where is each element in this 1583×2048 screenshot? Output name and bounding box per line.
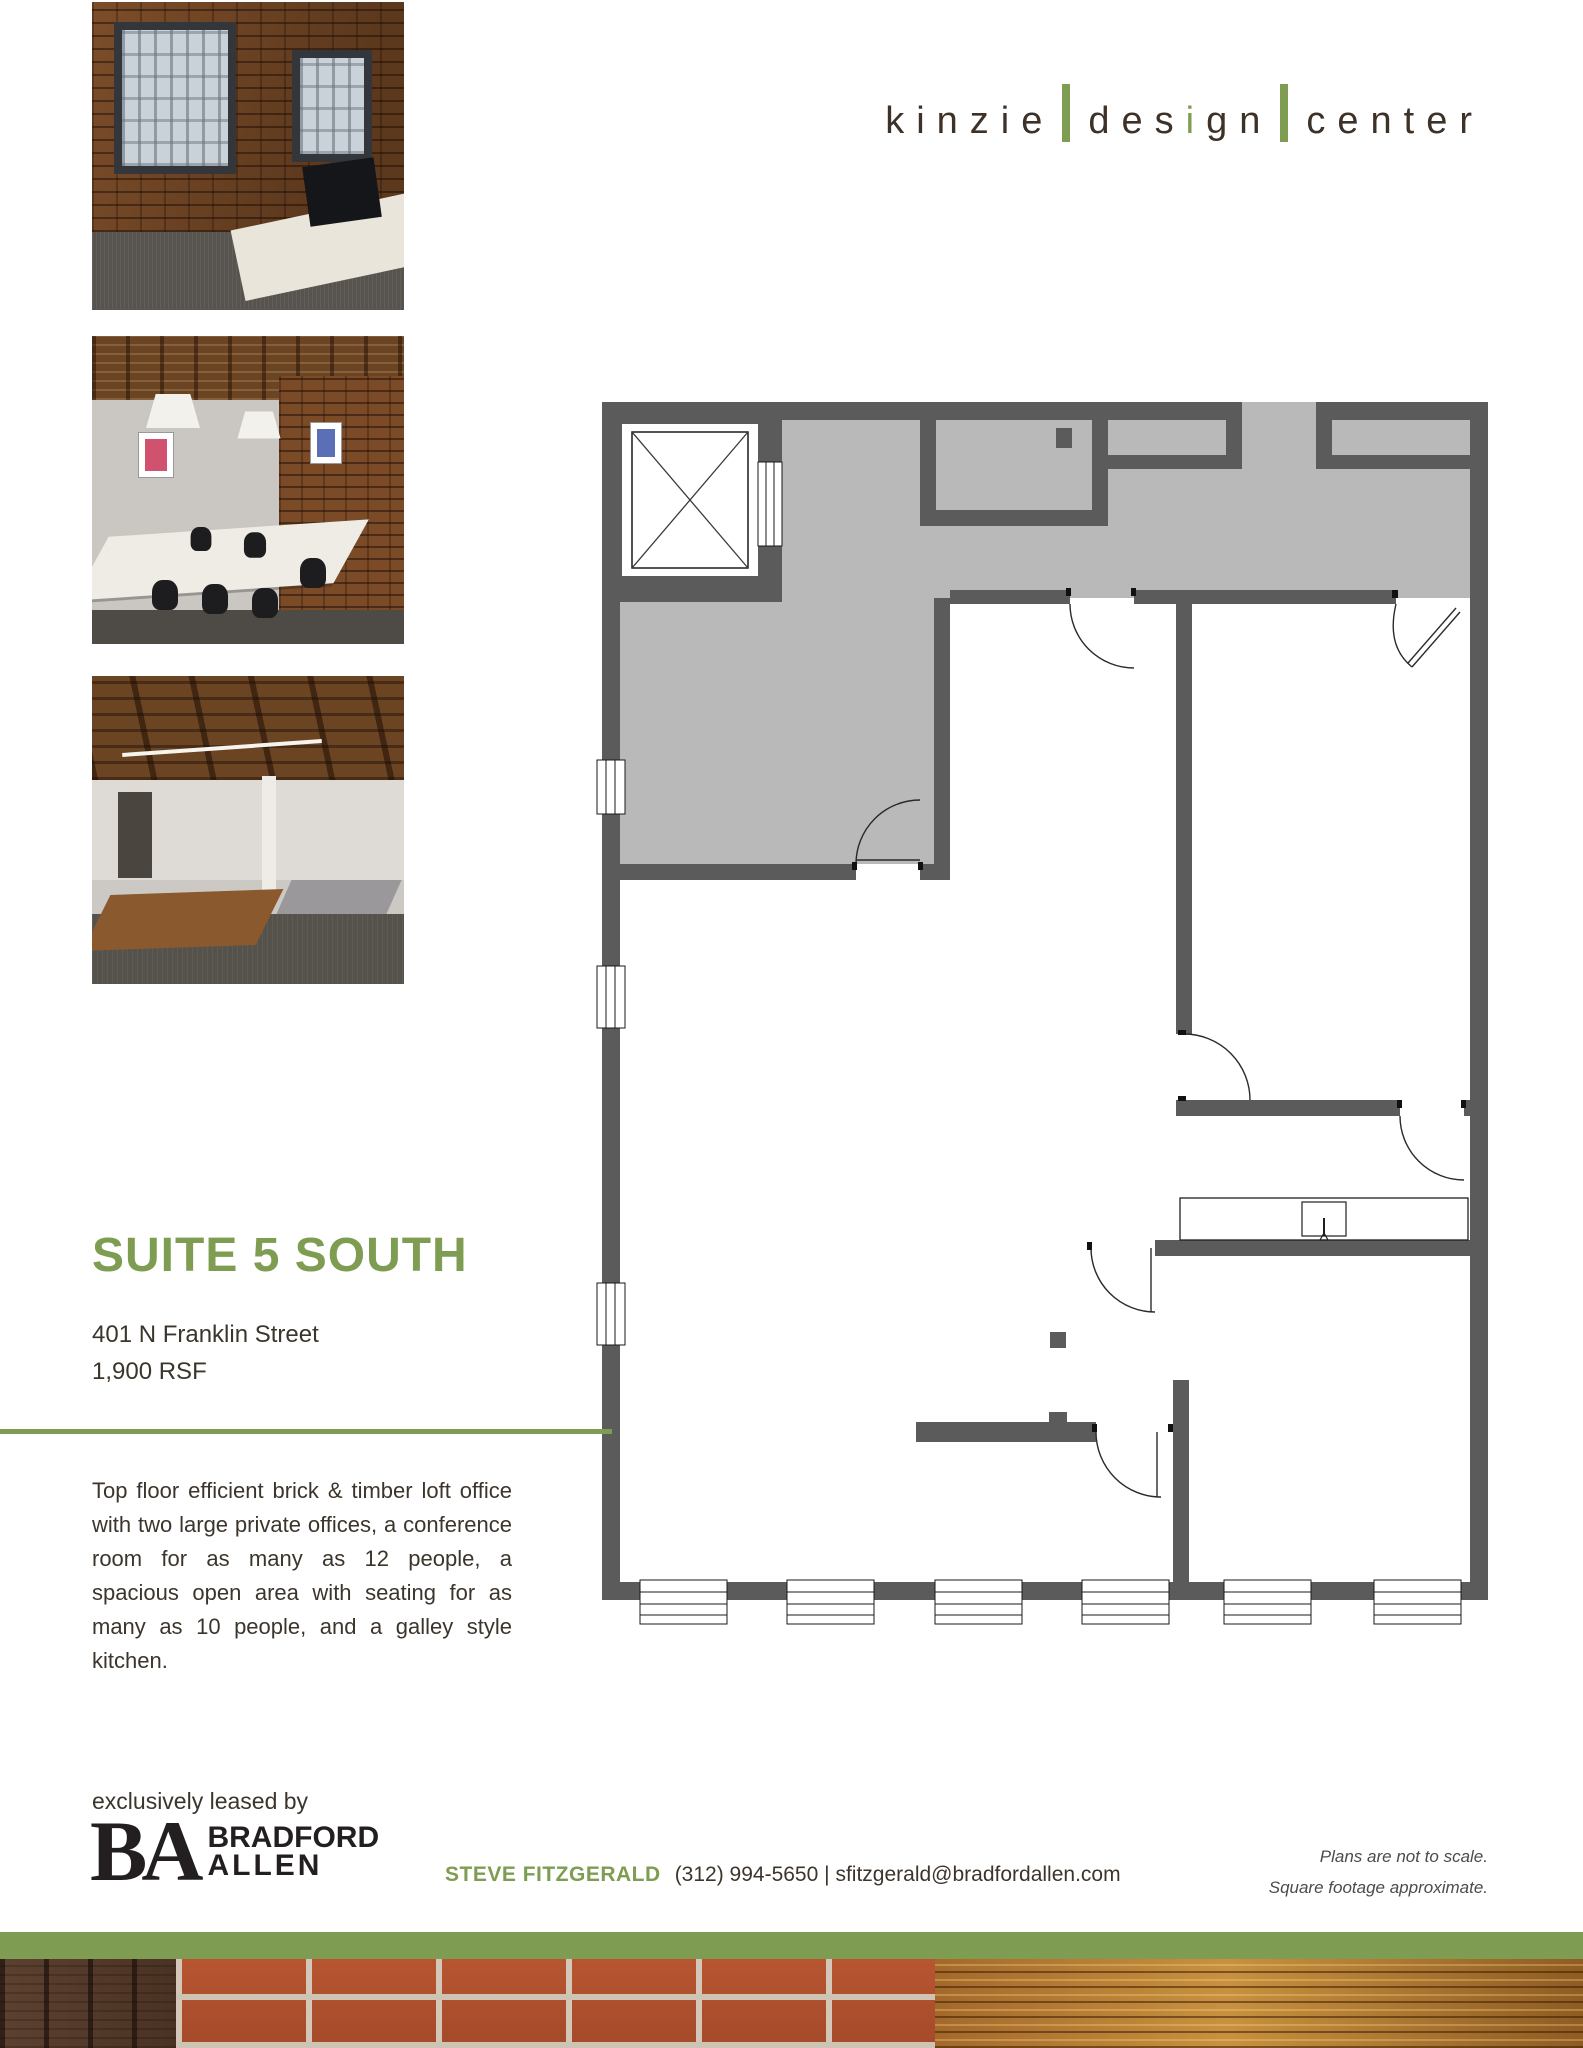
suite-address <box>92 1316 319 1390</box>
disclaimer-line2: Square footage approximate. <box>1268 1878 1488 1897</box>
disclaimer <box>1269 1841 1488 1903</box>
address-line: 401 N Franklin Street <box>92 1321 319 1348</box>
kitchen-counter <box>1180 1198 1468 1240</box>
photo-brick-office <box>92 2 404 310</box>
window-icon <box>1224 1580 1311 1624</box>
window-small <box>292 50 372 162</box>
photo-conference-room <box>92 336 404 644</box>
door-arc <box>1092 1424 1173 1497</box>
brick-wall-texture <box>279 376 404 644</box>
agent-phone: (312) 994-5650 <box>674 1863 819 1886</box>
agent-email: sfitzgerald@bradfordallen.com <box>835 1863 1121 1886</box>
timber-ceiling <box>92 676 404 780</box>
chair <box>244 532 266 558</box>
window-large <box>114 22 236 174</box>
logo-word-design: design <box>1088 100 1273 142</box>
chair <box>252 588 278 618</box>
chair <box>152 580 178 610</box>
contact-line <box>445 1863 1121 1887</box>
photo-open-area <box>92 676 404 984</box>
chair <box>202 584 228 614</box>
window-icon <box>597 966 625 1028</box>
window-icon <box>597 1283 625 1345</box>
window-icon <box>935 1580 1022 1624</box>
ba-wordmark-line2: ALLEN <box>207 1849 323 1882</box>
suite-title: SUITE 5 SOUTH <box>92 1229 468 1282</box>
green-bar-divider <box>1280 84 1288 142</box>
wall-art-blue <box>310 422 342 464</box>
window-pane <box>122 30 228 166</box>
work-table <box>276 880 401 914</box>
window-pane <box>300 58 364 154</box>
footer-green-bar <box>0 1932 1583 1959</box>
column <box>262 776 276 896</box>
disclaimer-line1: Plans are not to scale. <box>1319 1847 1488 1866</box>
wall-art-pink <box>138 432 174 478</box>
window-icon <box>1082 1580 1169 1624</box>
door-arc <box>1087 1242 1155 1312</box>
window-icon <box>1374 1580 1461 1624</box>
monitor <box>302 157 382 226</box>
footer-texture-gold-wood <box>935 1959 1583 2048</box>
footer-texture-dark-wood <box>0 1959 176 2048</box>
green-divider-rule <box>0 1429 612 1434</box>
elevator-icon <box>622 424 782 576</box>
suite-description: Top floor efficient brick & timber loft office with two large private offices, a conference room for as many as 12 people, a spacious open area with seating for as many as 10 people, and a galley style kitchen. <box>92 1478 512 1673</box>
door-arc <box>1397 1100 1466 1180</box>
ba-wordmark-line1: BRADFORD <box>207 1821 380 1854</box>
green-bar-divider <box>1062 84 1070 142</box>
footer-texture-brick <box>176 1959 935 2048</box>
door-arc <box>1392 590 1460 667</box>
green-i: i <box>1185 100 1207 142</box>
ba-initials: BA <box>90 1803 198 1899</box>
leased-by-label: exclusively leased by <box>92 1788 309 1814</box>
logo-word-kinzie: kinzie <box>885 100 1055 142</box>
window-icon <box>640 1580 727 1624</box>
chair <box>300 558 326 588</box>
agent-name: STEVE FITZGERALD <box>445 1863 661 1886</box>
window-icon <box>597 760 625 814</box>
doorway <box>118 792 152 878</box>
kinzie-design-center-logo <box>885 84 1484 142</box>
chair <box>191 527 212 551</box>
door-arc <box>1066 588 1136 668</box>
size-line: 1,900 RSF <box>92 1358 207 1385</box>
floor-plan <box>595 390 1515 1630</box>
wood-table <box>92 889 283 951</box>
door-arc <box>1178 1030 1250 1101</box>
ba-wordmark <box>207 1821 380 1882</box>
bradford-allen-logo <box>90 1803 380 1899</box>
logo-word-center: center <box>1306 100 1484 142</box>
carpet-floor <box>92 610 404 644</box>
contact-separator: | <box>824 1863 830 1886</box>
window-icon <box>787 1580 874 1624</box>
